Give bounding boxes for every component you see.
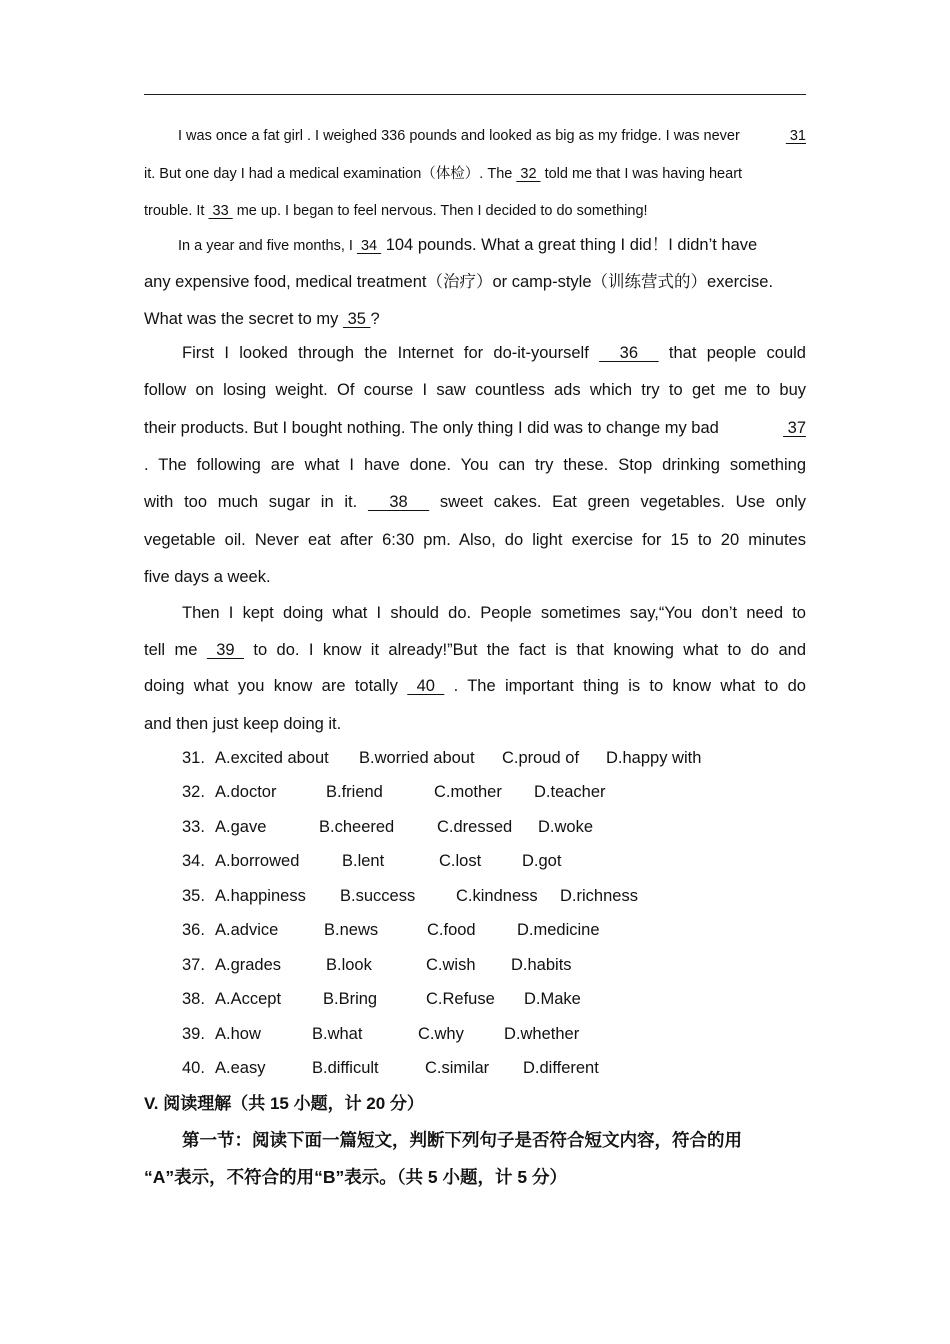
question-number: 38.	[182, 990, 205, 1008]
option-b: B.success	[340, 887, 416, 905]
option-b: B.what	[312, 1025, 363, 1043]
blank-34: 34	[356, 238, 382, 254]
passage-line	[178, 126, 806, 146]
passage-text: In a year and five months, I	[178, 238, 357, 254]
option-b: B.worried about	[359, 749, 475, 767]
passage-line: any expensive food, medical treatment（治疗）or camp-style（训练营式的）exercise.	[144, 273, 774, 291]
passage-text: What was the secret to my	[144, 310, 343, 328]
option-d: D.different	[523, 1059, 599, 1077]
blank-31: 31	[785, 128, 806, 144]
blank-35: 35	[342, 310, 371, 328]
passage-line	[144, 164, 806, 184]
option-b: B.friend	[326, 783, 383, 801]
question-number: 31.	[182, 749, 205, 767]
question-number: 34.	[182, 852, 205, 870]
option-b: B.news	[324, 921, 379, 939]
option-a: A.gave	[215, 818, 267, 836]
option-c: C.mother	[434, 783, 502, 801]
passage-text: it. But one day I had a medical examination（体检）. The	[144, 166, 517, 182]
passage-line: vegetable oil. Never eat after 6:30 pm. Also, do light exercise for 15 to 20 minutes	[144, 531, 806, 549]
passage-line: follow on losing weight. Of course I saw countless ads which try to get me to buy	[144, 381, 806, 399]
blank-33: 33	[208, 203, 233, 219]
blank-37: 37	[783, 419, 806, 437]
question-number: 40.	[182, 1059, 205, 1077]
question-number: 33.	[182, 818, 205, 836]
option-d: D.whether	[504, 1025, 580, 1043]
passage-text: 104 pounds. What a great thing I did！I didn’t have	[381, 236, 758, 254]
option-d: D.got	[522, 852, 562, 870]
section-instruction: “A”表示，不符合的用“B”表示。（共 5 小题，计 5 分）	[144, 1167, 567, 1187]
passage-text: ?	[370, 310, 380, 328]
option-a: A.borrowed	[215, 852, 300, 870]
option-b: B.difficult	[312, 1059, 379, 1077]
option-d: D.richness	[560, 887, 638, 905]
passage-text: . The important thing is to know what to do	[444, 677, 806, 695]
passage-text: I was once a fat girl . I weighed 336 pounds and looked as big as my fridge. I was never	[178, 128, 740, 144]
option-c: C.kindness	[456, 887, 538, 905]
passage-text: First I looked through the Internet for do-it-yourself	[182, 344, 600, 362]
option-b: B.lent	[342, 852, 385, 870]
option-a: A.grades	[215, 956, 282, 974]
option-a: A.easy	[215, 1059, 266, 1077]
option-d: D.woke	[538, 818, 594, 836]
passage-text: with too much sugar in it.	[144, 493, 368, 511]
option-d: D.Make	[524, 990, 581, 1008]
option-d: D.habits	[511, 956, 572, 974]
option-a: A.Accept	[215, 990, 282, 1008]
passage-text: to do. I know it already!”But the fact is that knowing what to do and	[243, 641, 807, 659]
option-c: C.wish	[426, 956, 476, 974]
passage-text: that people could	[658, 344, 806, 362]
blank-38: 38	[367, 493, 430, 511]
option-b: B.look	[326, 956, 372, 974]
blank-39: 39	[206, 641, 244, 659]
question-number: 37.	[182, 956, 205, 974]
passage-text: trouble. It	[144, 203, 209, 219]
passage-text: their products. But I bought nothing. The only thing I did was to change my bad	[144, 419, 719, 437]
option-b: B.cheered	[319, 818, 395, 836]
passage-text: sweet cakes. Eat green vegetables. Use only	[429, 493, 806, 511]
passage-line: five days a week.	[144, 568, 271, 586]
passage-text: tell me	[144, 641, 207, 659]
option-a: A.advice	[215, 921, 279, 939]
header-rule	[144, 94, 806, 95]
question-number: 32.	[182, 783, 205, 801]
option-a: A.how	[215, 1025, 261, 1043]
section-instruction: 第一节：阅读下面一篇短文，判断下列句子是否符合短文内容，符合的用	[182, 1130, 742, 1150]
option-c: C.Refuse	[426, 990, 495, 1008]
passage-line: Then I kept doing what I should do. People sometimes say,“You don’t need to	[182, 604, 806, 622]
option-c: C.proud of	[502, 749, 580, 767]
option-d: D.teacher	[534, 783, 606, 801]
option-c: C.lost	[439, 852, 482, 870]
option-a: A.happiness	[215, 887, 306, 905]
question-number: 35.	[182, 887, 205, 905]
passage-text: doing what you know are totally	[144, 677, 408, 695]
option-d: D.happy with	[606, 749, 702, 767]
section-heading: V. 阅读理解（共 15 小题，计 20 分）	[144, 1094, 424, 1113]
option-c: C.why	[418, 1025, 464, 1043]
option-a: A.excited about	[215, 749, 329, 767]
blank-40: 40	[407, 677, 445, 695]
passage-line	[144, 201, 806, 221]
passage-text: me up. I began to feel nervous. Then I decided to do something!	[232, 203, 648, 219]
option-c: C.food	[427, 921, 476, 939]
option-c: C.dressed	[437, 818, 513, 836]
option-b: B.Bring	[323, 990, 378, 1008]
passage-line: . The following are what I have done. You can try these. Stop drinking something	[144, 456, 806, 474]
blank-32: 32	[516, 166, 541, 182]
option-c: C.similar	[425, 1059, 490, 1077]
question-number: 36.	[182, 921, 205, 939]
option-a: A.doctor	[215, 783, 277, 801]
passage-line: and then just keep doing it.	[144, 715, 342, 733]
passage-text: told me that I was having heart	[540, 166, 743, 182]
option-d: D.medicine	[517, 921, 600, 939]
question-number: 39.	[182, 1025, 205, 1043]
passage-line	[182, 343, 806, 363]
blank-36: 36	[599, 344, 659, 362]
